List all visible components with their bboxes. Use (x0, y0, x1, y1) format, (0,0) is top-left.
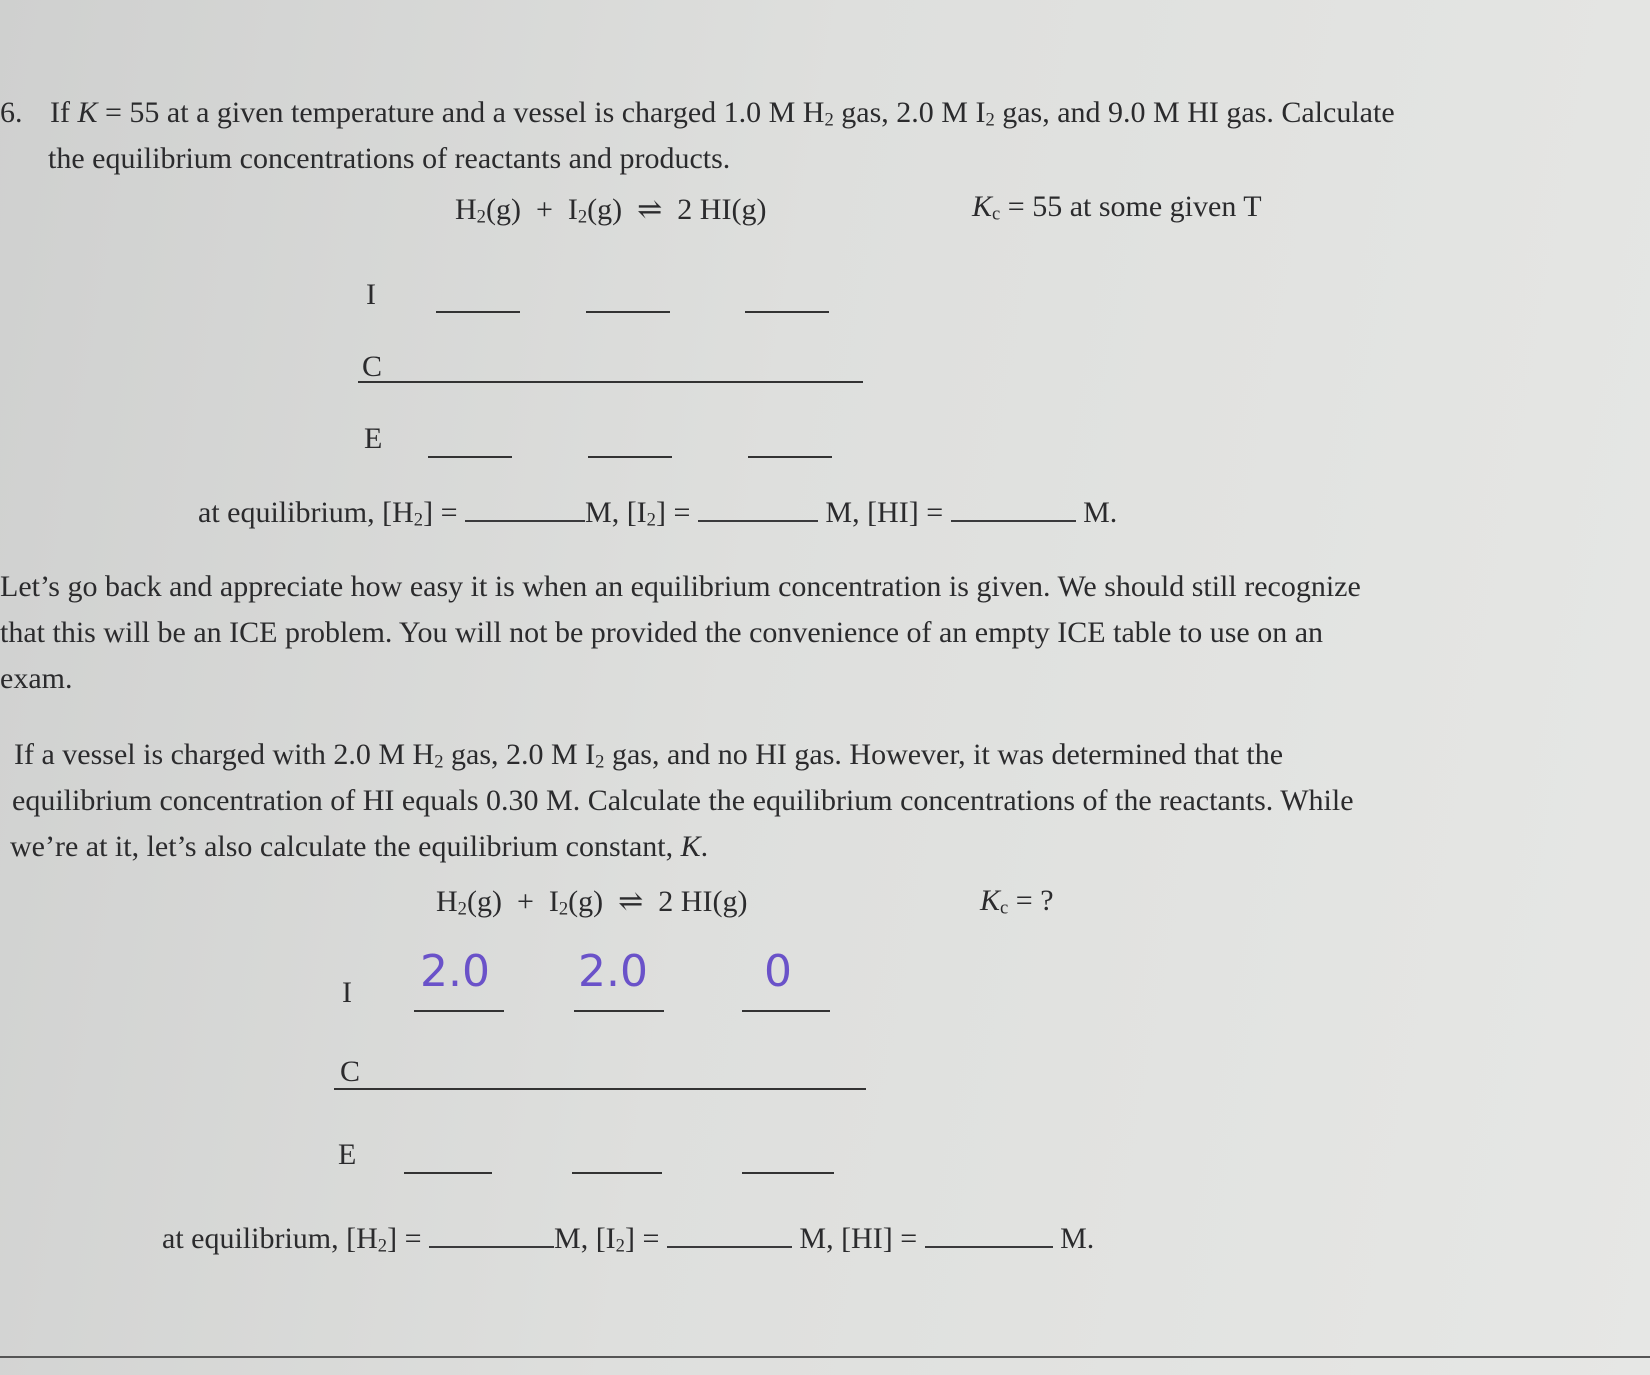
intro-line-2: that this will be an ICE problem. You will not be provided the convenience of an empty ICE table to use on an (0, 616, 1324, 649)
ice-c-rule (358, 381, 863, 383)
page-bottom-rule (0, 1356, 1650, 1358)
problem1-line1: If K = 55 at a given temperature and a vessel is charged 1.0 M $H_2$ gas, 2.0 M $I_2$ gas, and 9.0 M HI gas. Calculate (50, 96, 1395, 131)
answer-blank-hi[interactable] (951, 520, 1076, 522)
ice-blank (748, 456, 832, 458)
kc-statement-1: $K_c = 55$ at some given T (972, 190, 1262, 225)
handwritten-initial-hi: 0 (764, 946, 792, 997)
answer-blank-h2[interactable] (429, 1246, 554, 1248)
problem-number: 6. (0, 96, 23, 129)
ice-blank (574, 1010, 664, 1012)
ice-row-c-1: C (362, 350, 383, 383)
ice-blank (572, 1172, 662, 1174)
reaction-equation-2: $H_2(g) + I_2(g)$ ⇌ 2 HI(g) (436, 885, 748, 920)
ice-blank (414, 1010, 504, 1012)
intro-line-3: exam. (0, 662, 73, 695)
kc-statement-2: $K_c$ = ? (980, 884, 1054, 919)
reaction-equation-1: $H_2(g) + I_2(g)$ ⇌ 2 HI(g) (455, 193, 767, 228)
ice-blank (428, 456, 512, 458)
answer-blank-i2[interactable] (667, 1246, 792, 1248)
ice-blank (404, 1172, 492, 1174)
ice-blank (742, 1172, 834, 1174)
ice-row-i-2: I (342, 976, 352, 1009)
ice-blank (742, 1010, 830, 1012)
ice-blank (436, 311, 520, 313)
handwritten-initial-i2: 2.0 (578, 946, 648, 997)
ice-row-e-1: E (364, 422, 383, 455)
ice-blank (745, 311, 829, 313)
answer-blank-h2[interactable] (465, 520, 585, 522)
answer-blank-i2[interactable] (698, 520, 818, 522)
intro-line-1: Let’s go back and appreciate how easy it is when an equilibrium concentration is given. We should still recognize (0, 570, 1361, 603)
ice-blank (588, 456, 672, 458)
ice-row-c-2: C (340, 1055, 361, 1088)
ice-c-rule (334, 1088, 866, 1090)
ice-row-e-2: E (338, 1138, 357, 1171)
handwritten-initial-h2: 2.0 (420, 946, 490, 997)
at-equilibrium-1: at equilibrium, $[H_2] = M$, $[I_2] = M$, [HI] = M. (198, 496, 1118, 531)
problem2-line1: If a vessel is charged with 2.0 M $H_2$ gas, 2.0 M $I_2$ gas, and no HI gas. However, it was determined that the (14, 738, 1284, 773)
ice-row-i-1: I (366, 278, 376, 311)
problem2-line2: equilibrium concentration of HI equals 0.30 M. Calculate the equilibrium concentrations of the reactants. While (12, 784, 1354, 817)
problem2-line3: we’re at it, let’s also calculate the equilibrium constant, K. (10, 830, 709, 863)
answer-blank-hi[interactable] (925, 1246, 1053, 1248)
problem1-line2: the equilibrium concentrations of reactants and products. (48, 142, 731, 175)
at-equilibrium-2: at equilibrium, $[H_2] = M$, $[I_2] = M$, [HI] = M. (162, 1222, 1095, 1257)
ice-blank (586, 311, 670, 313)
